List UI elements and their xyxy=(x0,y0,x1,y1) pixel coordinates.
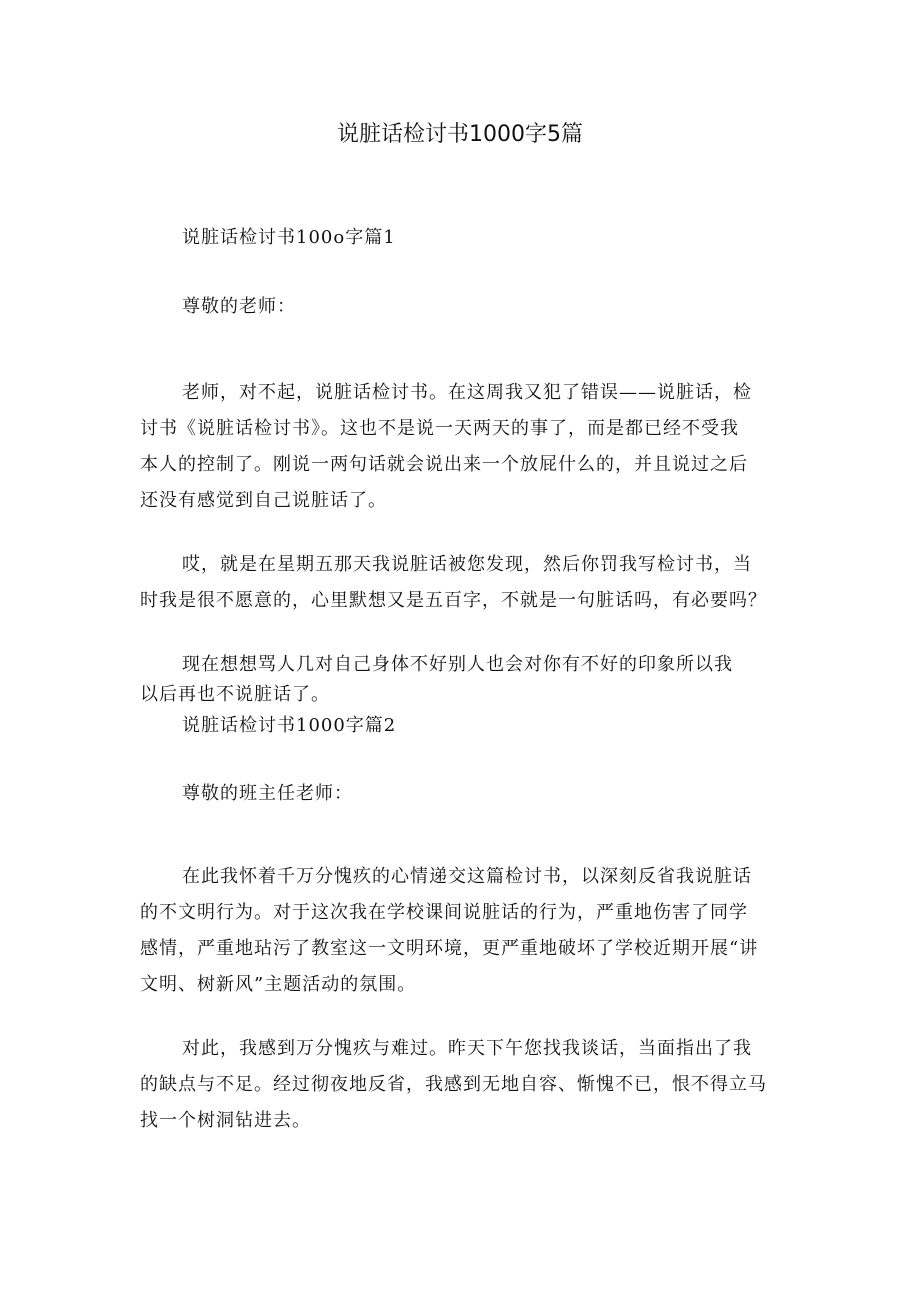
paragraph-line: 哎，就是在星期五那天我说脏话被您发现，然后你罚我写检讨书，当 xyxy=(182,554,752,575)
paragraph-line: 以后再也不说脏话了。 xyxy=(140,684,330,705)
section-heading-1: 说脏话检讨书100o字篇1 xyxy=(182,227,396,248)
paragraph-line: 老师，对不起，说脏话检讨书。在这周我又犯了错误——说脏话，检 xyxy=(182,382,752,403)
salutation-2: 尊敬的班主任老师： xyxy=(182,783,353,804)
paragraph-line: 找一个树洞钻进去。 xyxy=(140,1110,311,1131)
paragraph-line: 对此，我感到万分愧疚与难过。昨天下午您找我谈话，当面指出了我 xyxy=(182,1038,752,1059)
paragraph-line: 在此我怀着千万分愧疚的心情递交这篇检讨书，以深刻反省我说脏话 xyxy=(182,866,752,887)
paragraph-line: 现在想想骂人几对自己身体不好别人也会对你有不好的印象所以我 xyxy=(182,654,733,675)
paragraph-line: 感情，严重地玷污了教室这一文明环境，更严重地破坏了学校近期开展“讲 xyxy=(140,938,759,959)
paragraph-line: 本人的控制了。刚说一两句话就会说出来一个放屁什么的，并且说过之后 xyxy=(140,454,748,475)
paragraph-line: 还没有感觉到自己说脏话了。 xyxy=(140,490,387,511)
document-title: 说脏话检讨书1000字5篇 xyxy=(337,122,583,147)
paragraph-line: 时我是很不愿意的，心里默想又是五百字，不就是一句脏话吗，有必要吗？ xyxy=(140,590,767,611)
paragraph-line: 讨书《说脏话检讨书》。这也不是说一天两天的事了，而是都已经不受我 xyxy=(140,418,739,439)
section-heading-2: 说脏话检讨书1000字篇2 xyxy=(182,715,397,736)
paragraph-line: 的不文明行为。对于这次我在学校课间说脏话的行为，严重地伤害了同学 xyxy=(140,902,748,923)
paragraph-line: 文明、树新风”主题活动的氛围。 xyxy=(140,974,417,995)
salutation-1: 尊敬的老师： xyxy=(182,296,296,317)
paragraph-line: 的缺点与不足。经过彻夜地反省，我感到无地自容、惭愧不已，恨不得立马 xyxy=(140,1074,767,1095)
